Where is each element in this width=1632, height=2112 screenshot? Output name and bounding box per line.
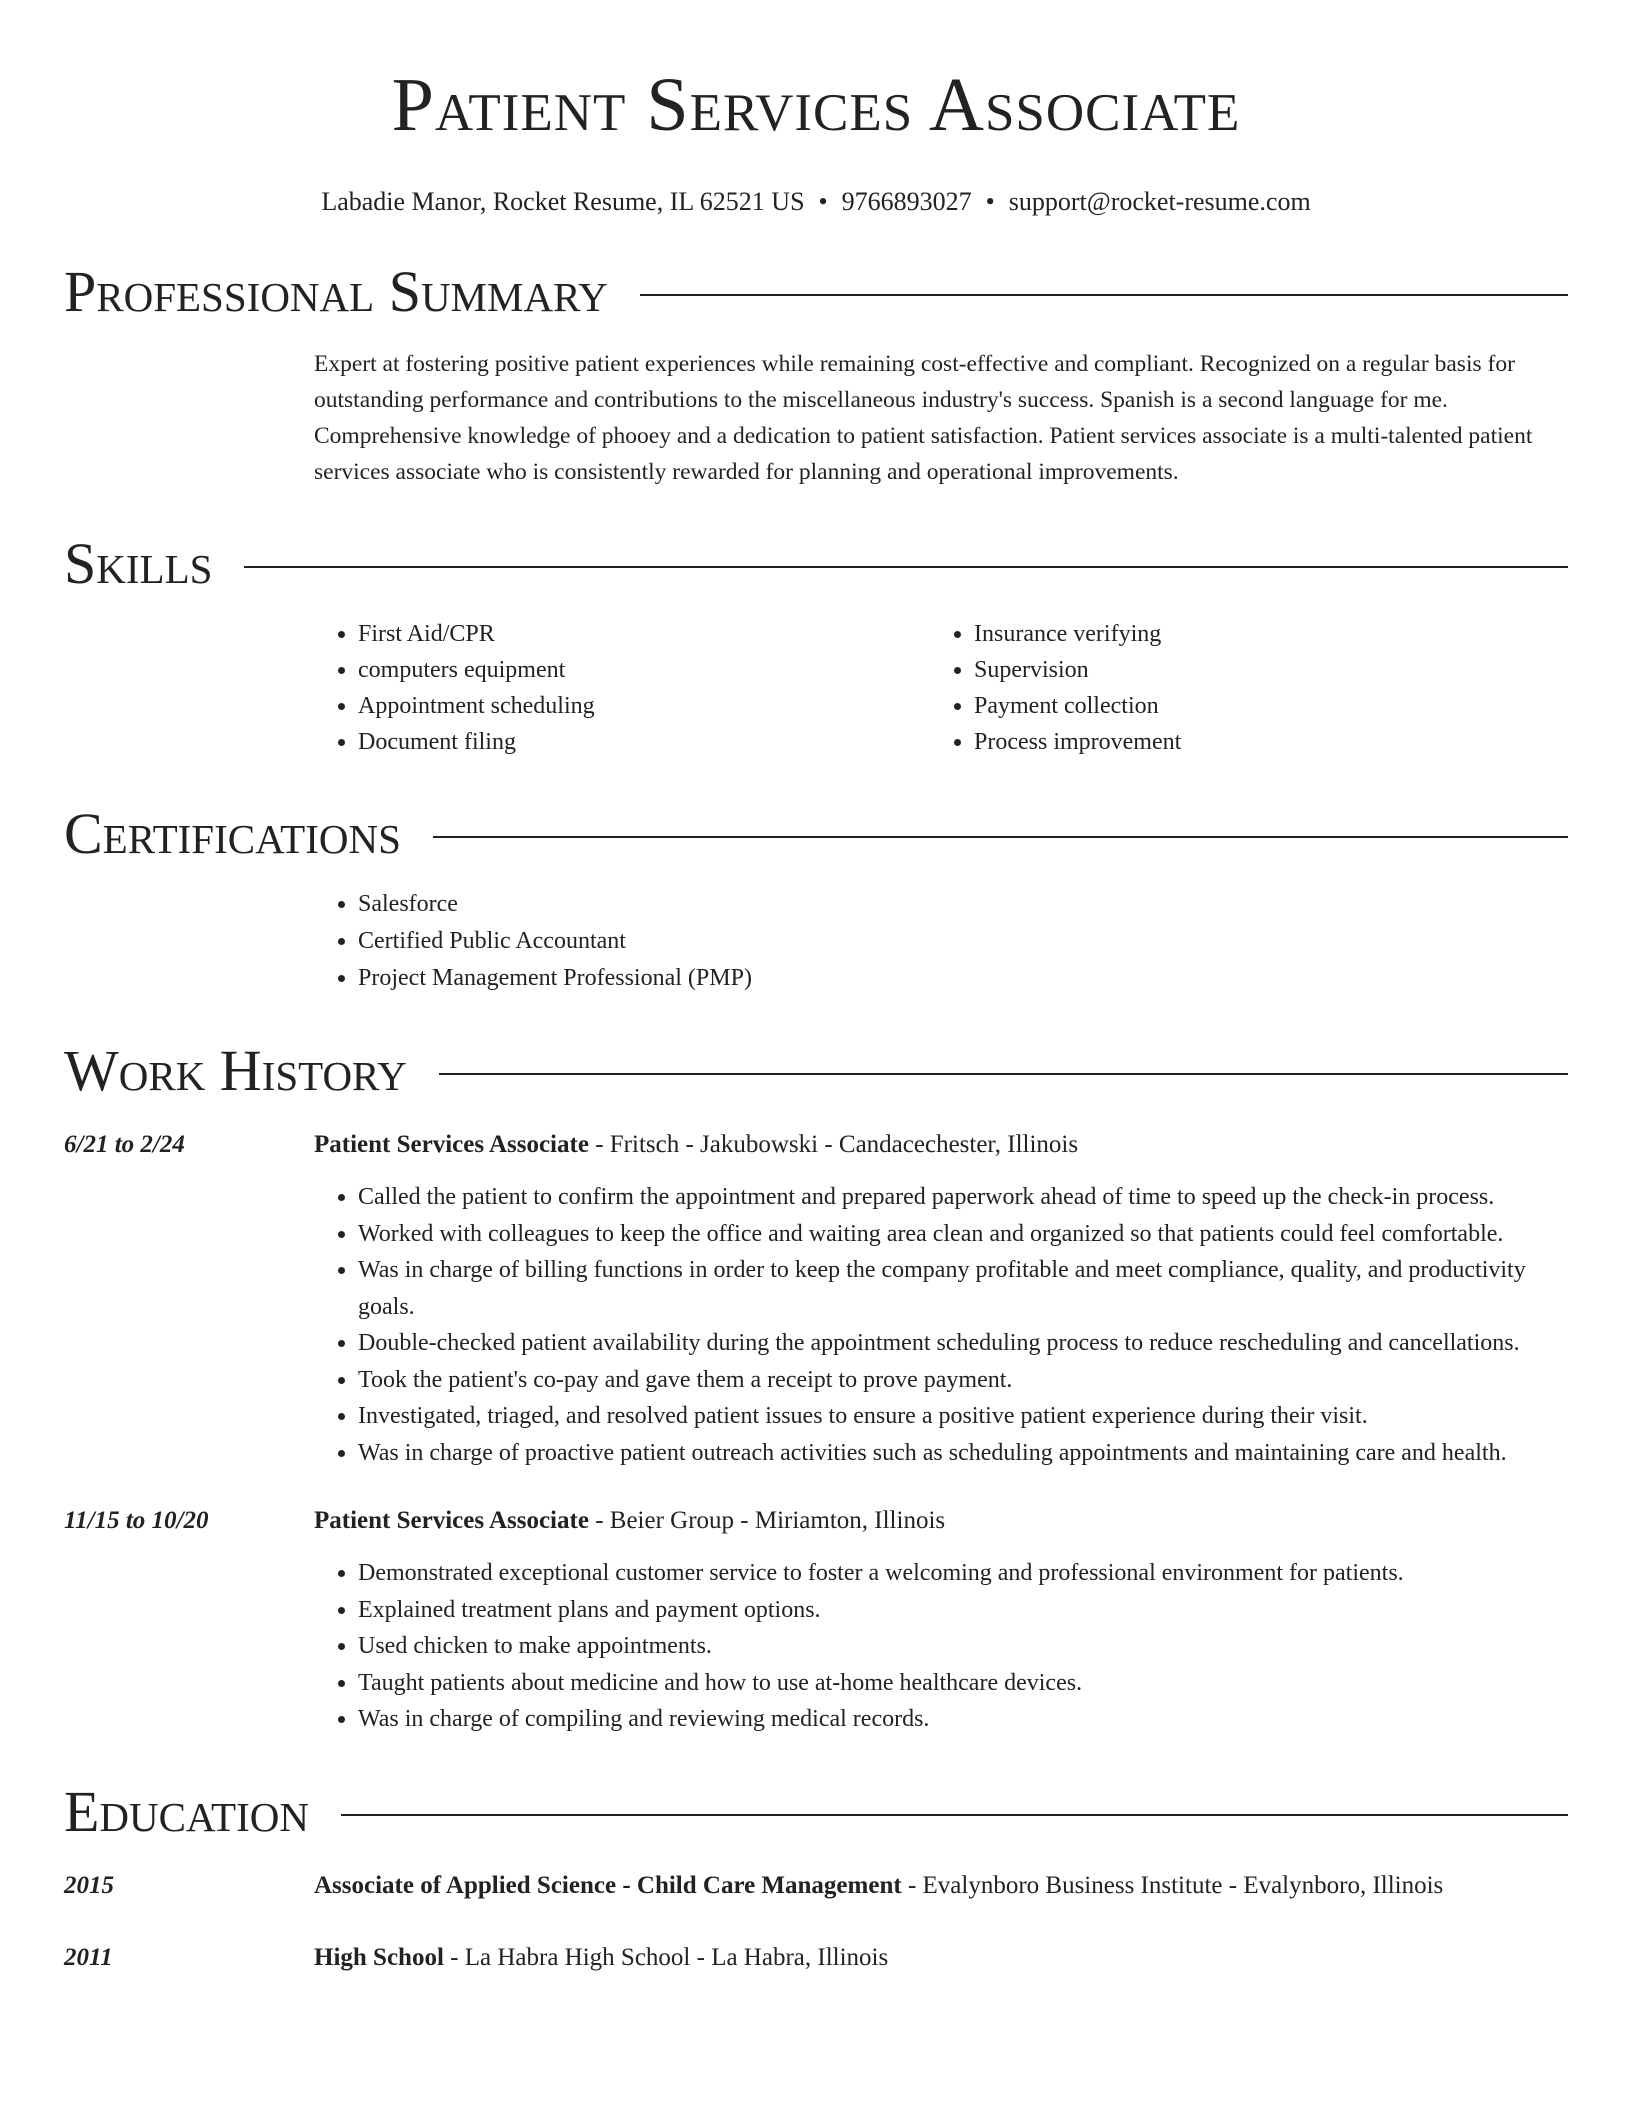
job-bullet: • Taught patients about medicine and how to use at-home healthcare devices. [358, 1665, 1568, 1702]
job-bullet: • Took the patient's co-pay and gave them a receipt to prove payment. [358, 1362, 1568, 1399]
job-bullets [314, 1179, 1568, 1471]
section-divider [640, 294, 1568, 296]
job-bullet: • Investigated, triaged, and resolved patient issues to ensure a positive patient experience during their visit. [358, 1398, 1568, 1435]
work-history-section [64, 1039, 1568, 1738]
section-divider [433, 836, 1568, 838]
job-bullets-wrap [314, 1179, 1568, 1471]
job-title-line [314, 1503, 945, 1539]
job-bullet: • Worked with colleagues to keep the office and waiting area clean and organized so that patients could feel comfortable. [358, 1216, 1568, 1253]
job-bullet: • Demonstrated exceptional customer service to foster a welcoming and professional environment for patients. [358, 1555, 1568, 1592]
certifications-list-wrap [314, 886, 1568, 997]
skill-item: • computers equipment [358, 652, 930, 688]
section-title-education: Education [64, 1778, 309, 1844]
job-employer: - Beier Group - Miriamton, Illinois [588, 1507, 946, 1534]
job-bullet: • Was in charge of billing functions in order to keep the company profitable and meet compliance, quality, and productivity goals. [358, 1252, 1568, 1325]
job-bullet: • Explained treatment plans and payment options. [358, 1592, 1568, 1629]
contact-line [64, 186, 1568, 218]
section-divider [439, 1073, 1568, 1075]
section-title-work-history: Work History [64, 1038, 407, 1103]
contact-address: Labadie Manor, Rocket Resume, IL 62521 US [321, 187, 805, 216]
skill-item: • First Aid/CPR [358, 616, 930, 652]
education-school: - La Habra High School - La Habra, Illinois [443, 1943, 889, 1971]
education-degree: Associate of Applied Science - Child Care Management [314, 1871, 902, 1899]
education-entry [64, 1940, 1568, 1976]
certification-item: • Certified Public Accountant [358, 923, 1568, 960]
skills-section [64, 532, 1568, 760]
job-title: Patient Services Associate [314, 1507, 589, 1534]
section-header [64, 802, 1568, 866]
education-section [64, 1780, 1568, 1976]
section-header [64, 532, 1568, 596]
skills-list-left [314, 616, 930, 760]
certifications-section [64, 802, 1568, 997]
job-bullet: • Called the patient to confirm the appointment and prepared paperwork ahead of time to speed up the check-in process. [358, 1179, 1568, 1216]
skills-columns [314, 616, 1568, 760]
job-bullets-wrap [314, 1555, 1568, 1738]
education-year: 2015 [64, 1871, 114, 1899]
job-bullet: • Was in charge of compiling and reviewing medical records. [358, 1701, 1568, 1738]
section-divider [341, 1814, 1568, 1816]
certification-item: • Project Management Professional (PMP) [358, 960, 1568, 997]
education-line [314, 1940, 888, 1976]
job-employer: - Fritsch - Jakubowski - Candacechester, Illinois [588, 1131, 1079, 1158]
job-title: Patient Services Associate [314, 1131, 589, 1158]
section-title-skills: Skills [64, 531, 213, 596]
summary-text: Expert at fostering positive patient experiences while remaining cost-effective and compliant. Recognized on a regular basis for outstanding performance and contributions to the miscellaneous industry's success. Spanish is a second language for me. Comprehensive knowledge of phooey and a dedication to patient satisfaction. Patient services associate is a multi-talented patient services associate who is consistently rewarded for planning and operational improvements. [314, 351, 1533, 485]
job-header [64, 1503, 1568, 1539]
job-bullet: • Used chicken to make appointments. [358, 1628, 1568, 1665]
skill-item: • Appointment scheduling [358, 688, 930, 724]
job-dates: 6/21 to 2/24 [64, 1131, 185, 1158]
contact-phone: 9766893027 [841, 187, 972, 216]
skill-item: • Process improvement [974, 724, 1546, 760]
skills-list-right [930, 616, 1546, 760]
certification-item: • Salesforce [358, 886, 1568, 923]
job-entry [64, 1127, 1568, 1471]
job-bullet: • Double-checked patient availability during the appointment scheduling process to reduce rescheduling and cancellations. [358, 1325, 1568, 1362]
section-header [64, 260, 1568, 324]
skills-column-right [930, 616, 1546, 760]
skills-column-left [314, 616, 930, 760]
skill-item: • Supervision [974, 652, 1546, 688]
education-year: 2011 [64, 1943, 113, 1971]
contact-email: support@rocket-resume.com [1008, 187, 1311, 216]
job-entry [64, 1503, 1568, 1738]
section-header [64, 1039, 1568, 1103]
skill-item: • Insurance verifying [974, 616, 1546, 652]
section-header [64, 1780, 1568, 1844]
candidate-name: Patient Services Associate [391, 63, 1241, 147]
contact-separator: • [818, 187, 828, 216]
job-bullet: • Was in charge of proactive patient outreach activities such as scheduling appointments and maintaining care and health. [358, 1435, 1568, 1472]
education-degree: High School [314, 1943, 444, 1971]
education-school: - Evalynboro Business Institute - Evalynboro, Illinois [901, 1871, 1444, 1899]
summary-section [64, 260, 1568, 490]
education-entry [64, 1868, 1568, 1904]
job-title-line [314, 1127, 1078, 1163]
education-line [314, 1868, 1443, 1904]
section-title-certifications: Certifications [64, 801, 401, 866]
job-dates: 11/15 to 10/20 [64, 1507, 209, 1534]
certifications-list [314, 886, 1568, 997]
contact-separator: • [985, 187, 995, 216]
job-bullets [314, 1555, 1568, 1738]
section-divider [244, 566, 1568, 568]
job-header [64, 1127, 1568, 1163]
section-title-summary: Professional Summary [64, 259, 608, 324]
skill-item: • Document filing [358, 724, 930, 760]
skill-item: • Payment collection [974, 688, 1546, 724]
